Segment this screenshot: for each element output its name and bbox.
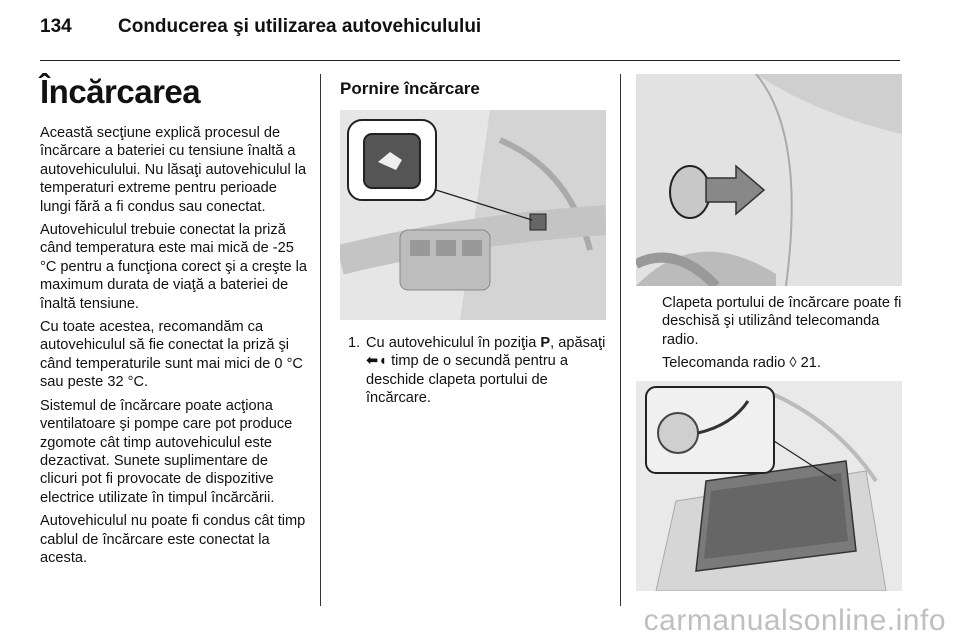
page-header — [40, 16, 900, 46]
step-text: timp de o secundă pentru a deschide clapeta portului de încărcare. — [366, 353, 568, 407]
paragraph: Această secţiune explică procesul de încărcare a bateriei cu tensiune înaltă a autovehiculului. Nu lăsaţi autovehiculul la temperaturi extreme pentru perioade lungi fără a fi condus sau conectat. — [40, 125, 307, 215]
reference-arrow-icon: ◊ — [789, 355, 797, 372]
step-number: 1. — [348, 335, 361, 351]
text-column — [40, 74, 308, 572]
gear-position: P — [540, 335, 551, 351]
image-caption: Clapeta portului de încărcare poate fi deschisă şi utilizând telecomanda radio. — [662, 295, 902, 348]
watermark: carmanualsonline.info — [643, 604, 946, 637]
reference-text: Telecomanda radio — [662, 355, 790, 372]
charge-port-button-icon: ⬅◖ — [366, 353, 388, 370]
image-column — [636, 74, 902, 591]
instructions-column — [340, 74, 606, 408]
page-number: 134 — [40, 16, 72, 37]
page-reference — [636, 354, 902, 372]
door-panel-illustration — [340, 110, 606, 320]
list-item — [340, 334, 606, 408]
section-title: Încărcarea — [40, 73, 201, 110]
paragraph: Autovehiculul nu poate fi condus cât timp cablul de încărcare este conectat la acesta. — [40, 513, 306, 566]
trunk-remote-illustration — [636, 381, 902, 591]
charge-port-door-illustration — [636, 74, 902, 286]
reference-page: 21. — [796, 355, 821, 372]
paragraph: Sistemul de încărcare poate acţiona ventilatoare şi pompe care pot produce zgomote cât timp autovehiculul este dezactivat. Sunete suplimentare de clicuri pot fi provocate de dispozitive electrice utilizate în timpul încărcării. — [40, 397, 293, 506]
header-rule — [40, 60, 900, 61]
paragraph: Cu toate acestea, recomandăm ca autovehiculul să fie conectat la priză şi când temperaturile sunt mai mici de 0 °C sau peste 32 °C. — [40, 319, 303, 391]
step-text: , apăsaţi — [550, 335, 606, 351]
column-divider — [620, 74, 621, 606]
chapter-title: Conducerea şi utilizarea autovehiculului — [118, 16, 482, 37]
column-divider — [320, 74, 321, 606]
paragraph: Autovehiculul trebuie conectat la priză când temperatura este mai mică de -25 °C pentru a funcţiona corect şi a creşte la maximum durata de viaţă a bateriei de înaltă tensiune. — [40, 222, 308, 312]
step-list — [340, 334, 606, 408]
subsection-title: Pornire încărcare — [340, 79, 480, 98]
step-text: Cu autovehiculul în poziţia — [366, 335, 541, 351]
